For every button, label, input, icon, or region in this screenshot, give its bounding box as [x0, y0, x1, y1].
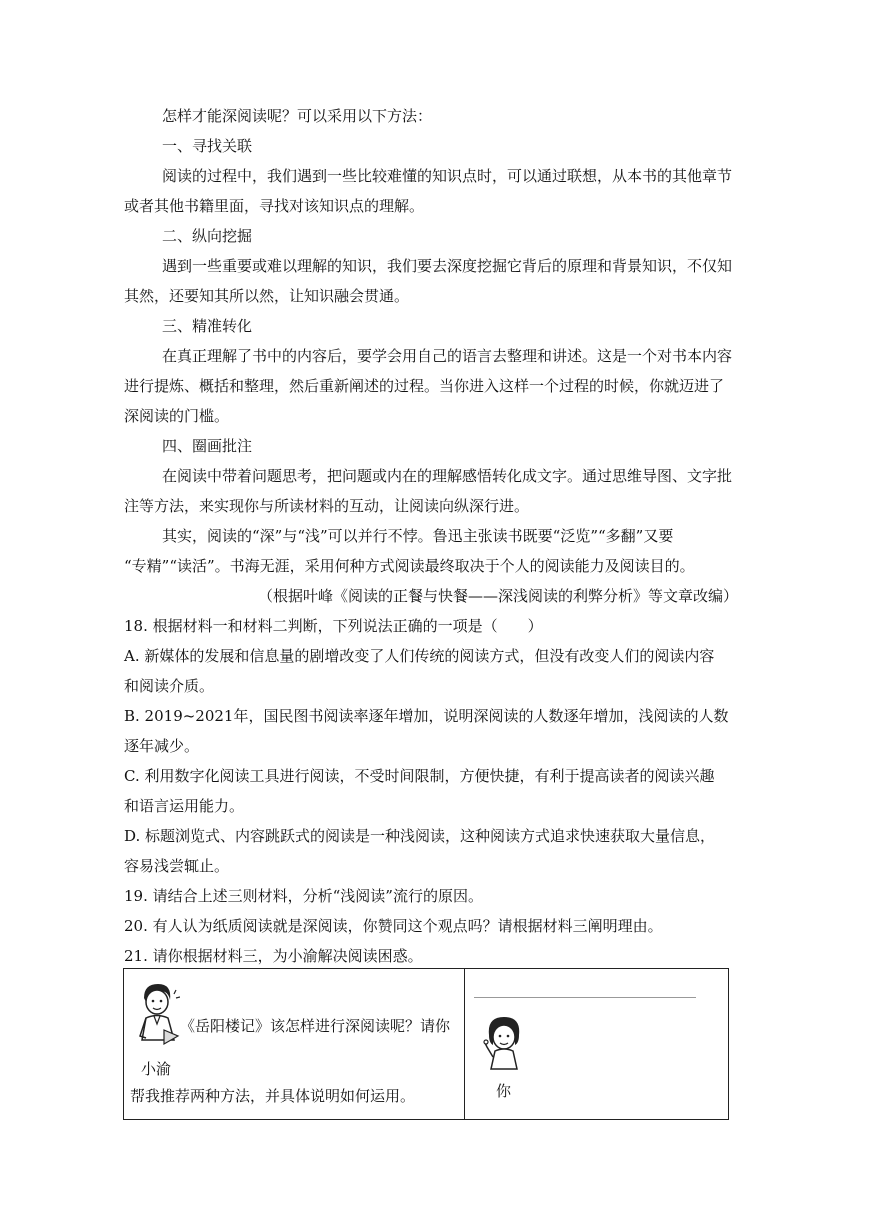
question-20: 20. 有人认为纸质阅读就是深阅读，你赞同这个观点吗？请根据材料三阐明理由。	[124, 917, 663, 935]
left-name-label: 小渝	[141, 1060, 172, 1078]
question-19: 19. 请结合上述三则材料，分析“浅阅读”流行的原因。	[124, 887, 483, 905]
paragraph-line: 在真正理解了书中的内容后，要学会用自己的语言去整理和讲述。这是一个对书本内容	[162, 347, 733, 365]
girl-figure-icon	[483, 1013, 525, 1071]
paragraph-line: 或者其他书籍里面，寻找对该知识点的理解。	[124, 197, 425, 215]
section-heading: 四、圈画批注	[162, 437, 253, 455]
option-b-cont: 逐年减少。	[124, 737, 200, 755]
option-a-cont: 和阅读介质。	[124, 677, 215, 695]
right-name-label: 你	[496, 1082, 512, 1100]
speech-line-1: 《岳阳楼记》该怎样进行深阅读呢？请你	[180, 1017, 451, 1035]
paragraph-line: 进行提炼、概括和整理，然后重新阐述的过程。当你进入这样一个过程的时候，你就迈进了	[124, 377, 725, 395]
paragraph-line: 怎样才能深阅读呢？可以采用以下方法：	[162, 107, 433, 125]
question-18: 18. 根据材料一和材料二判断，下列说法正确的一项是（ ）	[124, 617, 543, 635]
paragraph-line: 阅读的过程中，我们遇到一些比较难懂的知识点时，可以通过联想，从本书的其他章节	[162, 167, 733, 185]
question-21: 21. 请你根据材料三，为小渝解决阅读困惑。	[124, 947, 423, 965]
paragraph-line: 其实，阅读的“深”与“浅”可以并行不悖。鲁迅主张读书既要“泛览”“多翻”又要	[162, 527, 674, 545]
speech-line-2: 帮我推荐两种方法，并具体说明如何运用。	[130, 1087, 416, 1105]
paragraph-line: “专精”“读活”。书海无涯，采用何种方式阅读最终取决于个人的阅读能力及阅读目的。	[124, 557, 695, 575]
section-heading: 一、寻找关联	[162, 137, 253, 155]
section-heading: 二、纵向挖掘	[162, 227, 253, 245]
option-c-cont: 和语言运用能力。	[124, 797, 245, 815]
option-d: D. 标题浏览式、内容跳跃式的阅读是一种浅阅读，这种阅读方式追求快速获取大量信息，	[124, 827, 716, 845]
option-b: B. 2019~2021年，国民图书阅读率逐年增加，说明深阅读的人数逐年增加，浅阅读的人数	[124, 707, 729, 725]
paragraph-line: 遇到一些重要或难以理解的知识，我们要去深度挖掘它背后的原理和背景知识，不仅知	[162, 257, 733, 275]
option-c: C. 利用数字化阅读工具进行阅读，不受时间限制，方便快捷，有利于提高读者的阅读兴趣	[124, 767, 715, 785]
paragraph-line: 深阅读的门槛。	[124, 407, 230, 425]
source-note: （根据叶峰《阅读的正餐与快餐——深浅阅读的利弊分析》等文章改编）	[258, 587, 739, 605]
paragraph-line: 其然，还要知其所以然，让知识融会贯通。	[124, 287, 410, 305]
option-a: A. 新媒体的发展和信息量的剧增改变了人们传统的阅读方式，但没有改变人们的阅读内容	[124, 647, 715, 665]
section-heading: 三、精准转化	[162, 317, 253, 335]
option-d-cont: 容易浅尝辄止。	[124, 857, 230, 875]
table-divider	[464, 968, 465, 1120]
paragraph-line: 在阅读中带着问题思考，把问题或内在的理解感悟转化成文字。通过思维导图、文字批	[162, 467, 733, 485]
paragraph-line: 注等方法，来实现你与所读材料的互动，让阅读向纵深行进。	[124, 497, 530, 515]
boy-figure-icon	[134, 980, 180, 1054]
answer-line	[474, 997, 696, 998]
